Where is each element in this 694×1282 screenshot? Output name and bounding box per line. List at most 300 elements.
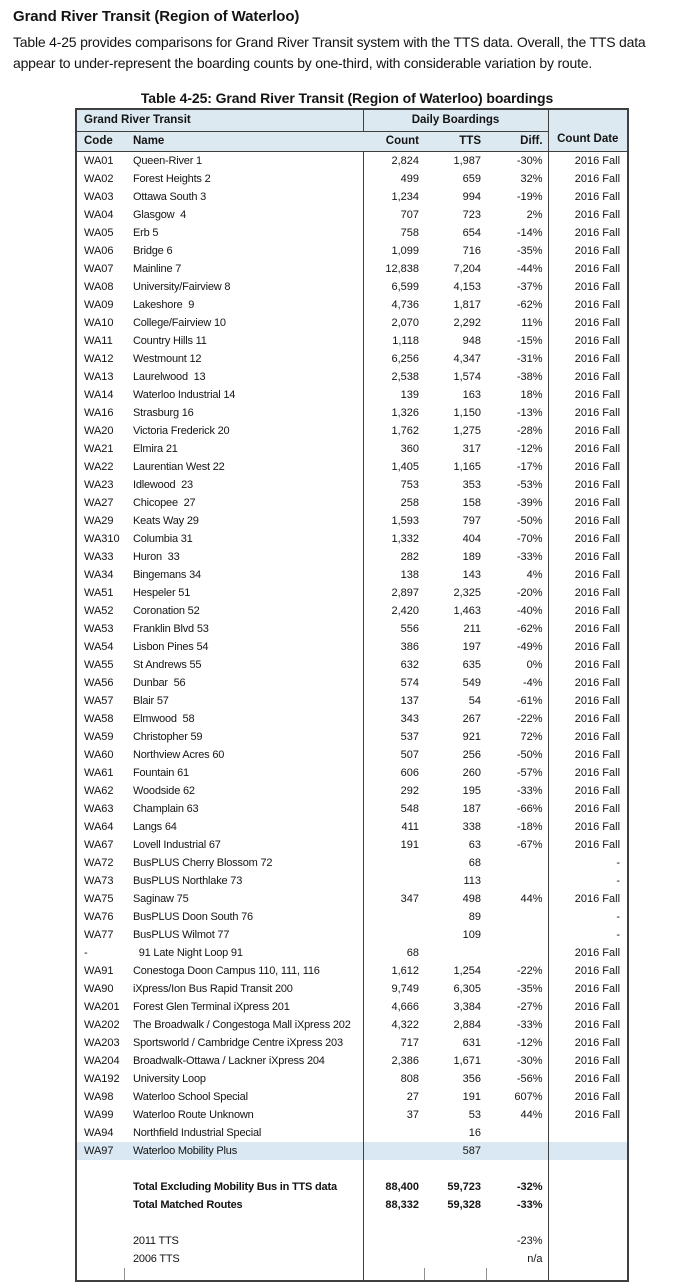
name-cell: BusPLUS Northlake 73 xyxy=(133,874,243,887)
count-cell xyxy=(363,872,424,890)
tts-cell: 163 xyxy=(462,388,482,401)
name-cell xyxy=(124,1214,363,1232)
name-cell: Queen-River 1 xyxy=(133,154,202,167)
tts-cell: 68 xyxy=(468,856,482,869)
count-date-cell: 2016 Fall xyxy=(548,332,628,350)
code-cell: WA22 xyxy=(84,460,114,473)
page-title: Grand River Transit (Region of Waterloo) xyxy=(13,8,300,25)
count-cell: 1,326 xyxy=(363,404,424,422)
code-cell: WA203 xyxy=(84,1036,120,1049)
diff-cell: 44% xyxy=(520,892,543,905)
name-cell: Erb 5 xyxy=(133,226,159,239)
diff-cell: -33% xyxy=(516,784,543,797)
code-cell: WA77 xyxy=(84,928,114,941)
tts-cell: 317 xyxy=(462,442,482,455)
tts-cell: 631 xyxy=(462,1036,482,1049)
diff-cell: -39% xyxy=(516,496,543,509)
count-cell: 6,256 xyxy=(363,350,424,368)
tts-cell: 948 xyxy=(462,334,482,347)
column-header-name: Name xyxy=(124,131,363,151)
name-cell: University Loop xyxy=(133,1072,206,1085)
tts-cell: 587 xyxy=(424,1142,486,1160)
table-row xyxy=(76,151,628,170)
tts-cell xyxy=(424,944,486,962)
table-row xyxy=(76,170,628,188)
count-date-cell xyxy=(548,1142,628,1160)
count-cell: 4,666 xyxy=(363,998,424,1016)
tts-cell: 189 xyxy=(462,550,482,563)
name-cell: Woodside 62 xyxy=(133,784,195,797)
name-cell: Ottawa South 3 xyxy=(133,190,207,203)
table-row xyxy=(76,1196,628,1214)
table-row xyxy=(76,710,628,728)
count-cell xyxy=(363,1250,424,1268)
diff-cell: -70% xyxy=(516,532,543,545)
diff-cell: 18% xyxy=(520,388,543,401)
count-cell xyxy=(363,1232,424,1250)
code-cell: WA63 xyxy=(84,802,114,815)
code-cell: WA310 xyxy=(84,532,120,545)
column-header-row xyxy=(76,131,628,151)
diff-cell: 72% xyxy=(520,730,543,743)
count-cell: 282 xyxy=(363,548,424,566)
diff-cell: -4% xyxy=(522,676,543,689)
count-cell: 386 xyxy=(363,638,424,656)
table-header xyxy=(76,109,628,151)
code-cell: WA06 xyxy=(84,244,114,257)
tts-cell: 659 xyxy=(462,172,482,185)
name-cell: Laurelwood 13 xyxy=(133,370,206,383)
tts-cell: 143 xyxy=(462,568,482,581)
code-cell: WA20 xyxy=(84,424,114,437)
column-header-diff: Diff. xyxy=(486,131,548,151)
diff-cell: -22% xyxy=(516,964,543,977)
count-date-cell xyxy=(548,1268,628,1281)
tts-cell: 338 xyxy=(462,820,482,833)
diff-cell: -31% xyxy=(516,352,543,365)
count-date-cell: 2016 Fall xyxy=(548,1088,628,1106)
diff-cell: -56% xyxy=(516,1072,543,1085)
code-cell: WA52 xyxy=(84,604,114,617)
table-row xyxy=(76,638,628,656)
code-cell: WA02 xyxy=(84,172,114,185)
tts-cell: 2,292 xyxy=(453,316,482,329)
count-date-cell: 2016 Fall xyxy=(548,260,628,278)
name-cell: Keats Way 29 xyxy=(133,514,199,527)
code-cell: WA59 xyxy=(84,730,114,743)
code-cell xyxy=(76,1232,124,1250)
name-cell: Waterloo Mobility Plus xyxy=(124,1142,363,1160)
count-cell: 2,420 xyxy=(363,602,424,620)
tts-cell: 1,987 xyxy=(453,154,482,167)
diff-cell: -22% xyxy=(516,712,543,725)
name-cell: Saginaw 75 xyxy=(133,892,189,905)
code-cell xyxy=(76,1196,124,1214)
count-date-cell: 2016 Fall xyxy=(548,944,628,962)
diff-cell: -32% xyxy=(516,1180,543,1193)
count-cell: 548 xyxy=(363,800,424,818)
tts-cell: 191 xyxy=(462,1090,482,1103)
count-date-cell: 2016 Fall xyxy=(548,1106,628,1124)
code-cell: WA60 xyxy=(84,748,114,761)
count-date-cell: 2016 Fall xyxy=(548,151,628,170)
table-row xyxy=(76,764,628,782)
tts-cell: 59,723 xyxy=(447,1180,482,1193)
diff-cell: -14% xyxy=(516,226,543,239)
table-row xyxy=(76,1088,628,1106)
count-date-cell: - xyxy=(548,854,628,872)
name-cell: University/Fairview 8 xyxy=(133,280,231,293)
code-cell: WA64 xyxy=(84,820,114,833)
count-date-cell: 2016 Fall xyxy=(548,224,628,242)
table-row xyxy=(76,1070,628,1088)
count-date-cell: 2016 Fall xyxy=(548,980,628,998)
name-cell: Northfield Industrial Special xyxy=(133,1126,262,1139)
count-cell: 2,824 xyxy=(363,151,424,170)
name-cell: Sportsworld / Cambridge Centre iXpress 203 xyxy=(133,1036,343,1049)
count-date-cell: 2016 Fall xyxy=(548,566,628,584)
code-cell: WA90 xyxy=(84,982,114,995)
diff-cell: n/a xyxy=(527,1252,543,1265)
code-cell: WA204 xyxy=(84,1054,120,1067)
code-cell: WA11 xyxy=(84,334,113,347)
group-header-daily-boardings: Daily Boardings xyxy=(363,109,548,131)
tts-cell: 921 xyxy=(462,730,482,743)
count-cell: 574 xyxy=(363,674,424,692)
table-row xyxy=(76,944,628,962)
tts-cell: 158 xyxy=(462,496,482,509)
diff-cell xyxy=(486,1124,548,1142)
count-date-cell: 2016 Fall xyxy=(548,278,628,296)
tts-cell: 89 xyxy=(468,910,482,923)
tts-cell xyxy=(424,1232,486,1250)
count-date-cell: 2016 Fall xyxy=(548,404,628,422)
table-row xyxy=(76,260,628,278)
count-date-cell: 2016 Fall xyxy=(548,584,628,602)
table-row xyxy=(76,728,628,746)
table-row xyxy=(76,476,628,494)
name-cell: Lakeshore 9 xyxy=(133,298,195,311)
count-cell: 139 xyxy=(363,386,424,404)
code-cell: WA51 xyxy=(84,586,114,599)
count-cell: 808 xyxy=(363,1070,424,1088)
tts-cell: 2,884 xyxy=(453,1018,482,1031)
diff-cell: -20% xyxy=(516,586,543,599)
count-date-cell: 2016 Fall xyxy=(548,548,628,566)
name-cell: iXpress/Ion Bus Rapid Transit 200 xyxy=(133,982,293,995)
code-cell xyxy=(76,1214,124,1232)
count-cell: 1,332 xyxy=(363,530,424,548)
count-cell: 9,749 xyxy=(363,980,424,998)
name-cell: Dunbar 56 xyxy=(133,676,186,689)
count-date-cell: 2016 Fall xyxy=(548,800,628,818)
table-row xyxy=(76,746,628,764)
count-date-cell: 2016 Fall xyxy=(548,458,628,476)
name-cell: Waterloo Route Unknown xyxy=(133,1108,254,1121)
code-cell: WA33 xyxy=(84,550,114,563)
count-cell: 1,593 xyxy=(363,512,424,530)
name-cell: Franklin Blvd 53 xyxy=(133,622,209,635)
count-date-cell: 2016 Fall xyxy=(548,314,628,332)
tts-cell xyxy=(424,1160,486,1178)
count-date-cell: 2016 Fall xyxy=(548,746,628,764)
count-date-cell xyxy=(548,1196,628,1214)
name-cell: Forest Heights 2 xyxy=(133,172,211,185)
tts-cell: 113 xyxy=(463,874,482,887)
name-cell: Total Matched Routes xyxy=(133,1198,243,1211)
table-row xyxy=(76,512,628,530)
tts-cell: 6,305 xyxy=(453,982,482,995)
table-row xyxy=(76,998,628,1016)
diff-cell: -35% xyxy=(516,244,543,257)
tts-cell: 260 xyxy=(462,766,482,779)
code-cell: WA54 xyxy=(84,640,114,653)
diff-cell xyxy=(486,908,548,926)
tts-cell: 53 xyxy=(468,1108,482,1121)
table-row xyxy=(76,836,628,854)
count-date-cell: 2016 Fall xyxy=(548,242,628,260)
count-date-cell: 2016 Fall xyxy=(548,1016,628,1034)
count-cell: 556 xyxy=(363,620,424,638)
diff-cell xyxy=(486,872,548,890)
diff-cell: -12% xyxy=(516,1036,543,1049)
table-row xyxy=(76,566,628,584)
code-cell: WA61 xyxy=(84,766,114,779)
name-cell: Blair 57 xyxy=(133,694,169,707)
code-cell: WA23 xyxy=(84,478,114,491)
column-header-code: Code xyxy=(76,131,124,151)
count-cell: 27 xyxy=(363,1088,424,1106)
intro-paragraph: Table 4-25 provides comparisons for Grand River Transit system with the TTS data. Overall, the TTS data appear to under-represent the boarding counts by one-third, with considerable variation by route. xyxy=(13,34,646,71)
table-row xyxy=(76,1250,628,1268)
name-cell: Elmira 21 xyxy=(133,442,178,455)
count-date-cell: 2016 Fall xyxy=(548,890,628,908)
code-cell: WA75 xyxy=(84,892,114,905)
name-cell: Total Excluding Mobility Bus in TTS data xyxy=(133,1180,337,1193)
count-date-cell: 2016 Fall xyxy=(548,998,628,1016)
diff-cell: -18% xyxy=(516,820,543,833)
table-row xyxy=(76,1124,628,1142)
diff-cell xyxy=(486,1160,548,1178)
name-cell: Glasgow 4 xyxy=(133,208,187,221)
diff-cell: -61% xyxy=(516,694,543,707)
tts-cell xyxy=(424,1268,486,1281)
code-cell: WA13 xyxy=(84,370,114,383)
count-date-cell: 2016 Fall xyxy=(548,638,628,656)
table-row xyxy=(76,386,628,404)
code-cell: WA62 xyxy=(84,784,114,797)
tts-cell: 3,384 xyxy=(453,1000,482,1013)
tts-cell: 16 xyxy=(468,1126,482,1139)
name-cell: Lovell Industrial 67 xyxy=(133,838,221,851)
column-header-tts: TTS xyxy=(424,131,486,151)
tts-cell: 1,254 xyxy=(453,964,482,977)
code-cell: WA91 xyxy=(84,964,114,977)
count-cell: 499 xyxy=(363,170,424,188)
count-date-cell: 2016 Fall xyxy=(548,620,628,638)
diff-cell: -50% xyxy=(516,514,543,527)
count-cell: 758 xyxy=(363,224,424,242)
diff-cell: -38% xyxy=(516,370,543,383)
table-row xyxy=(76,1106,628,1124)
table-row xyxy=(76,800,628,818)
tts-cell: 7,204 xyxy=(453,262,482,275)
count-date-cell: 2016 Fall xyxy=(548,206,628,224)
diff-cell: -37% xyxy=(516,280,543,293)
count-cell: 2,897 xyxy=(363,584,424,602)
diff-cell: -30% xyxy=(516,1054,543,1067)
name-cell: Christopher 59 xyxy=(133,730,203,743)
table-row xyxy=(76,332,628,350)
tts-cell: 63 xyxy=(468,838,482,851)
diff-cell xyxy=(486,1214,548,1232)
code-cell: WA12 xyxy=(84,352,114,365)
count-cell: 4,736 xyxy=(363,296,424,314)
code-cell: WA56 xyxy=(84,676,114,689)
table-row xyxy=(76,494,628,512)
table-row xyxy=(76,620,628,638)
tts-cell: 356 xyxy=(462,1072,482,1085)
count-date-cell: 2016 Fall xyxy=(548,782,628,800)
count-date-cell: 2016 Fall xyxy=(548,836,628,854)
diff-cell: 4% xyxy=(526,568,543,581)
count-cell: 2,070 xyxy=(363,314,424,332)
name-cell: Northview Acres 60 xyxy=(133,748,225,761)
count-cell: 707 xyxy=(363,206,424,224)
name-cell: Huron 33 xyxy=(133,550,180,563)
name-cell: Laurentian West 22 xyxy=(133,460,225,473)
table-row xyxy=(76,674,628,692)
table-row xyxy=(76,188,628,206)
table-row xyxy=(76,1142,628,1160)
count-date-cell: 2016 Fall xyxy=(548,296,628,314)
column-header-count-date: Count Date xyxy=(548,109,628,151)
code-cell: WA27 xyxy=(84,496,114,509)
table-row xyxy=(76,350,628,368)
tts-cell: 549 xyxy=(462,676,482,689)
count-date-cell: 2016 Fall xyxy=(548,692,628,710)
count-date-cell: 2016 Fall xyxy=(548,710,628,728)
table-row xyxy=(76,584,628,602)
code-cell: WA07 xyxy=(84,262,114,275)
table-row xyxy=(76,242,628,260)
code-cell: WA55 xyxy=(84,658,114,671)
code-cell: WA04 xyxy=(84,208,114,221)
code-cell: WA34 xyxy=(84,568,114,581)
diff-cell: 44% xyxy=(520,1108,543,1121)
table-row xyxy=(76,1178,628,1196)
name-cell: Idlewood 23 xyxy=(133,478,193,491)
count-date-cell: 2016 Fall xyxy=(548,962,628,980)
diff-cell: 11% xyxy=(521,316,543,329)
tts-cell xyxy=(424,1250,486,1268)
count-cell: 1,612 xyxy=(363,962,424,980)
code-cell xyxy=(76,1250,124,1268)
count-date-cell: 2016 Fall xyxy=(548,1052,628,1070)
count-cell xyxy=(363,926,424,944)
diff-cell: -28% xyxy=(516,424,543,437)
table-row xyxy=(76,278,628,296)
code-cell: WA57 xyxy=(84,694,114,707)
count-date-cell: 2016 Fall xyxy=(548,440,628,458)
count-cell: 1,099 xyxy=(363,242,424,260)
table-row xyxy=(76,1160,628,1178)
table-row xyxy=(76,818,628,836)
code-cell: WA14 xyxy=(84,388,114,401)
tts-cell: 1,463 xyxy=(453,604,482,617)
diff-cell: -33% xyxy=(516,1018,543,1031)
group-header-grand-river-transit: Grand River Transit xyxy=(76,109,363,131)
count-date-cell: - xyxy=(548,926,628,944)
table-row xyxy=(76,1232,628,1250)
table-row xyxy=(76,692,628,710)
table-row xyxy=(76,890,628,908)
code-cell: WA58 xyxy=(84,712,114,725)
count-cell: 6,599 xyxy=(363,278,424,296)
code-cell: WA201 xyxy=(84,1000,120,1013)
name-cell: Broadwalk-Ottawa / Lackner iXpress 204 xyxy=(133,1054,325,1067)
count-cell: 360 xyxy=(363,440,424,458)
tts-cell: 404 xyxy=(462,532,482,545)
code-cell: WA73 xyxy=(84,874,114,887)
name-cell: Victoria Frederick 20 xyxy=(133,424,230,437)
diff-cell: -66% xyxy=(516,802,543,815)
count-date-cell: 2016 Fall xyxy=(548,818,628,836)
count-date-cell: 2016 Fall xyxy=(548,422,628,440)
count-date-cell: 2016 Fall xyxy=(548,764,628,782)
table-row xyxy=(76,1052,628,1070)
count-cell: 606 xyxy=(363,764,424,782)
count-date-cell: 2016 Fall xyxy=(548,350,628,368)
name-cell: BusPLUS Doon South 76 xyxy=(133,910,253,923)
count-date-cell xyxy=(548,1214,628,1232)
code-cell xyxy=(76,1160,124,1178)
count-cell: 343 xyxy=(363,710,424,728)
diff-cell: -12% xyxy=(516,442,543,455)
table-row xyxy=(76,1034,628,1052)
tts-cell xyxy=(424,1214,486,1232)
diff-cell: 32% xyxy=(520,172,543,185)
count-date-cell: 2016 Fall xyxy=(548,476,628,494)
count-cell: 88,400 xyxy=(363,1178,424,1196)
diff-cell: -62% xyxy=(516,298,543,311)
count-date-cell: 2016 Fall xyxy=(548,170,628,188)
table-row xyxy=(76,422,628,440)
count-cell: 537 xyxy=(363,728,424,746)
diff-cell: -33% xyxy=(516,550,543,563)
table-row xyxy=(76,656,628,674)
tts-cell: 256 xyxy=(462,748,482,761)
tts-cell: 498 xyxy=(462,892,482,905)
count-cell xyxy=(363,854,424,872)
diff-cell: -27% xyxy=(516,1000,543,1013)
count-cell: 1,234 xyxy=(363,188,424,206)
count-cell: 1,405 xyxy=(363,458,424,476)
name-cell: Champlain 63 xyxy=(133,802,199,815)
code-cell: WA202 xyxy=(84,1018,120,1031)
code-cell: WA29 xyxy=(84,514,114,527)
name-cell: Waterloo Industrial 14 xyxy=(133,388,236,401)
column-header-count: Count xyxy=(363,131,424,151)
count-cell: 507 xyxy=(363,746,424,764)
table-row xyxy=(76,1016,628,1034)
code-cell: - xyxy=(84,946,88,959)
table-body xyxy=(76,151,628,1281)
table-row xyxy=(76,962,628,980)
name-cell: 2006 TTS xyxy=(133,1252,180,1265)
table-row xyxy=(76,404,628,422)
diff-cell: -67% xyxy=(516,838,543,851)
